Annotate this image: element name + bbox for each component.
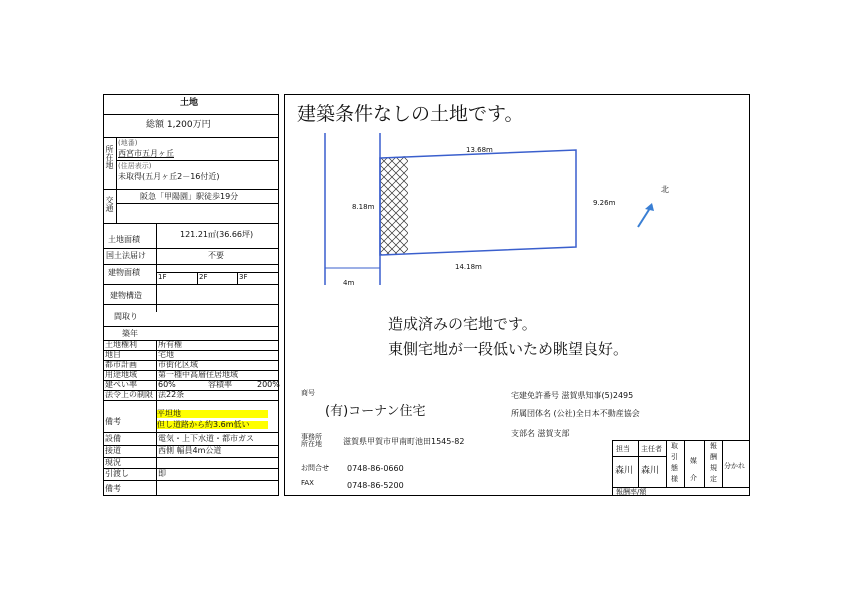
spec-row-label: 土地権利 [105,340,137,349]
company-name: (有)コーナン住宅 [325,404,426,419]
access-value: 阪急「甲陽園」駅徒歩19分 [140,192,239,201]
national-land-value: 不要 [208,251,224,260]
spec-row-value: 第一種中高層住居地域 [158,370,238,379]
delivery-value: 即 [158,469,166,478]
right-dimension: 9.26m [593,199,616,207]
notes-line-2: 但し道路から約3.6m低い [157,421,268,429]
company-address: 滋賀県甲賀市甲南町池田1545-82 [343,437,465,446]
spec-row-label: 用途地域 [105,370,137,379]
deal-type-3: 態 [671,464,678,472]
building-area-3f: 3F [239,273,248,281]
national-land-label: 国土法届け [106,251,146,260]
age-label: 築年 [122,329,138,338]
current-status-label: 現況 [105,458,121,467]
delivery-label: 引渡し [105,469,129,478]
total-price: 総額 1,200万円 [146,120,211,130]
staff-header-tanto: 担当 [616,445,630,453]
location-label: 所在地 [105,145,114,169]
floor-plan-label: 間取り [114,312,138,321]
location-city: 西宮市五月ヶ丘 [118,149,174,158]
road-value: 西側 幅員4m公道 [158,446,222,455]
road-label: 接道 [105,446,121,455]
building-structure-label: 建物構造 [110,291,142,300]
spec-row-extra-label: 容積率 [208,380,232,389]
staff-header-wakare: 分かれ [724,462,745,470]
access-label: 交通 [105,196,114,212]
spec-row-label: 法令上の制限 [105,390,153,399]
fee-4: 定 [710,475,717,483]
company-name-label: 商号 [301,389,315,397]
left-dimension: 8.18m [352,203,375,211]
location-small-note: (地番) [118,139,138,147]
deal-type-1: 取 [671,442,678,450]
description-line-2: 東側宅地が一段低いため眺望良好。 [388,340,629,358]
spec-row-label: 都市計画 [105,360,137,369]
north-arrow-head [645,203,654,211]
brokerage-2: 介 [690,474,697,482]
branch-name: 支部名 滋賀支部 [511,429,570,438]
land-area-value: 121.21㎡(36.66坪) [180,230,254,239]
fee-1: 報 [710,442,717,450]
hatched-slope [380,156,408,255]
spec-row-label: 建ぺい率 [105,380,137,389]
deal-type-4: 様 [671,475,678,483]
staff-header-shunin: 主任者 [641,445,662,453]
spec-row-value: 所有権 [158,340,182,349]
north-label: 北 [661,185,669,194]
land-outline [380,150,576,255]
spec-row-value: 60% [158,380,176,389]
spec-row-value: 法22条 [158,390,185,399]
notes-label: 備考 [105,417,121,426]
bottom-dimension: 14.18m [455,263,482,271]
company-address-label: 事務所所在地 [301,433,322,448]
fee-ratio: 報酬率/額 [616,488,647,496]
top-dimension: 13.68m [466,146,493,154]
road-dimension: 4m [343,279,355,287]
deal-type-2: 引 [671,453,678,461]
land-area-label: 土地面積 [108,235,140,244]
spec-title: 土地 [180,98,199,108]
staff-name-shunin: 森川 [641,466,660,476]
location-address: 未取得(五月ヶ丘2－16付近) [118,172,220,181]
headline: 建築条件なしの土地です。 [297,103,524,125]
company-tel: 0748-86-0660 [347,464,404,473]
license-number: 宅建免許番号 滋賀県知事(5)2495 [511,391,634,400]
company-fax: 0748-86-5200 [347,481,404,490]
company-tel-label: お問合せ [301,464,329,472]
description-line-1: 造成済みの宅地です。 [388,315,537,333]
notes-line-1: 平坦地 [157,410,268,418]
spec-row-extra-value: 200% [257,380,280,389]
brokerage-1: 媒 [690,457,697,465]
facilities-label: 設備 [105,434,121,443]
building-area-1f: 1F [158,273,167,281]
remarks-label: 備考 [105,484,121,493]
building-area-2f: 2F [199,273,208,281]
fee-2: 酬 [710,453,717,461]
facilities-value: 電気・上下水道・都市ガス [158,434,254,443]
spec-row-label: 地目 [105,350,121,359]
fee-3: 規 [710,464,717,472]
spec-row-value: 宅地 [158,350,174,359]
building-area-label: 建物面積 [108,268,140,277]
association-name: 所属団体名 (公社)全日本不動産協会 [511,409,640,418]
staff-name-tanto: 森川 [615,466,634,476]
company-fax-label: FAX [301,479,314,487]
spec-row-value: 市街化区域 [158,360,198,369]
location-small-note2: (住居表示) [118,162,152,170]
